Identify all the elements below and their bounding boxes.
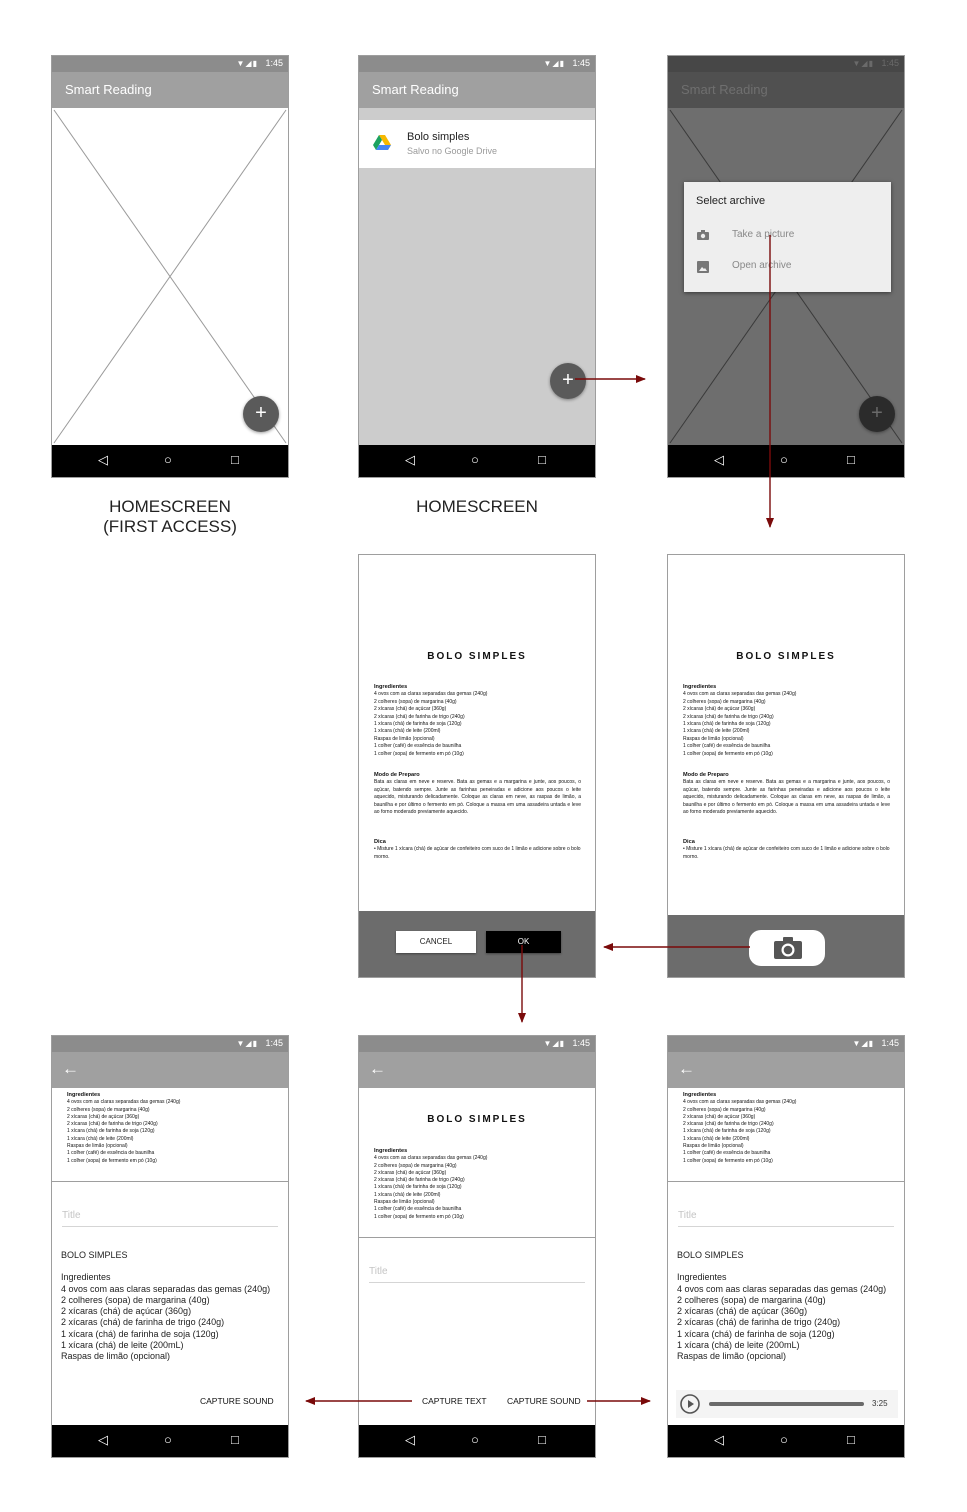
back-arrow-icon[interactable]: ← xyxy=(678,1059,695,1078)
document-tip xyxy=(683,839,890,861)
captured-line: 4 ovos com aas claras separadas das gemas (240g) xyxy=(677,1283,887,1294)
captured-line: 2 colheres (sopa) de margarina (40g) xyxy=(61,1294,210,1305)
caption-line-1: HOMESCREEN xyxy=(109,497,231,516)
audio-player xyxy=(676,1390,898,1418)
title-input[interactable]: Title xyxy=(369,1266,585,1283)
ingredient-line: 4 ovos com as claras separadas das gemas (240g) xyxy=(67,1099,181,1106)
nav-bar xyxy=(668,1425,904,1457)
dialog-option-open-archive[interactable] xyxy=(684,254,891,280)
status-bar xyxy=(668,1036,904,1052)
ingredient-line: 1 colher (café) de essência de baunilha xyxy=(374,743,462,750)
phone-editor-options xyxy=(358,1035,596,1458)
ingredient-line: 1 xícara (chá) de leite (200ml) xyxy=(67,1135,134,1142)
recent-nav-icon[interactable]: □ xyxy=(538,452,546,467)
app-bar xyxy=(52,72,288,108)
ingredient-line: 2 xícaras (chá) de farinha de trigo (240g) xyxy=(374,713,465,720)
ingredient-line: 2 colheres (sopa) de margarina (40g) xyxy=(683,698,766,705)
file-name: Bolo simples xyxy=(407,131,470,143)
captured-line: 4 ovos com aas claras separadas das gemas (240g) xyxy=(61,1283,271,1294)
nav-bar xyxy=(52,1425,288,1457)
ingredient-line: 1 colher (sopa) de fermento em pó (10g) xyxy=(683,1157,773,1164)
status-icons: ▼◢▮ xyxy=(543,59,565,68)
add-fab[interactable]: + xyxy=(243,396,279,432)
method-heading: Modo de Preparo xyxy=(683,772,729,778)
captured-line: 1 xícara (chá) de leite (200mL) xyxy=(61,1340,184,1351)
google-drive-icon xyxy=(373,135,391,151)
camera-bar xyxy=(668,915,904,977)
ingredient-line: 2 xícaras (chá) de açúcar (360g) xyxy=(374,1169,447,1176)
recent-nav-icon[interactable]: □ xyxy=(538,1432,546,1447)
play-icon[interactable] xyxy=(680,1394,700,1414)
add-fab[interactable]: + xyxy=(859,396,895,432)
status-time: 1:45 xyxy=(572,58,590,68)
ingredient-line: 2 xícaras (chá) de farinha de trigo (240g) xyxy=(67,1121,158,1128)
ingredient-line: 1 colher (sopa) de fermento em pó (10g) xyxy=(374,750,464,757)
status-icons: ▼◢▮ xyxy=(852,59,874,68)
ingredients-heading: Ingredientes xyxy=(67,1092,101,1098)
nav-bar xyxy=(359,1425,595,1457)
captured-line: Raspas de limão (opcional) xyxy=(677,1351,787,1362)
captured-line: 2 xícaras (chá) de açúcar (360g) xyxy=(677,1306,808,1317)
back-nav-icon[interactable]: ◁ xyxy=(98,1432,108,1447)
status-icons: ▼◢▮ xyxy=(543,1039,565,1048)
captured-line: 2 xícaras (chá) de farinha de trigo (240g) xyxy=(677,1317,841,1328)
document-ingredients xyxy=(683,684,890,758)
method-heading: Modo de Preparo xyxy=(374,772,420,778)
placeholder-image xyxy=(52,108,288,445)
document-method xyxy=(374,772,581,816)
phone-confirm-capture xyxy=(358,554,596,978)
ingredient-line: 4 ovos com as claras separadas das gemas (240g) xyxy=(374,691,488,698)
ingredient-line: Raspas de limão (opcional) xyxy=(67,1143,128,1150)
method-text: Bata as claras em neve e reserve. Bata as gemas e a margarina e junte, aos poucos, o açúcar, batendo sempre. Junte as farinhas peneiradas e adicione aos poucos o leite aquecido, misturando delicadamente. Coloque as claras em neve, as raspas de limão, a baunilha e por último o fermento em pó. Coloque a massa em uma assadeira untada e leve ao forno moderado previamente aquecido. xyxy=(374,779,581,816)
add-fab[interactable]: + xyxy=(550,363,586,399)
file-subtitle: Salvo no Google Drive xyxy=(407,146,498,156)
status-time: 1:45 xyxy=(881,58,899,68)
ingredient-line: 2 colheres (sopa) de margarina (40g) xyxy=(374,1162,457,1169)
ingredients-heading: Ingredientes xyxy=(683,1092,717,1098)
ingredient-line: 2 xícaras (chá) de farinha de trigo (240g) xyxy=(683,713,774,720)
home-nav-icon[interactable]: ○ xyxy=(164,452,172,467)
document-ingredients xyxy=(374,684,581,758)
ingredient-line: 4 ovos com as claras separadas das gemas (240g) xyxy=(683,691,797,698)
ingredients-heading: Ingredientes xyxy=(374,684,408,690)
ingredient-line: 2 xícaras (chá) de açúcar (360g) xyxy=(683,706,756,713)
ingredient-line: 1 colher (café) de essência de baunilha xyxy=(67,1150,155,1157)
status-time: 1:45 xyxy=(265,58,283,68)
captured-line: 1 xícara (chá) de farinha de soja (120g) xyxy=(61,1328,219,1339)
cancel-button[interactable]: CANCEL xyxy=(396,931,476,953)
captured-text[interactable] xyxy=(61,1250,280,1363)
app-bar xyxy=(359,1052,595,1088)
ingredient-line: 1 colher (sopa) de fermento em pó (10g) xyxy=(683,750,773,757)
home-nav-icon[interactable]: ○ xyxy=(780,1432,788,1447)
status-time: 1:45 xyxy=(265,1038,283,1048)
document-preview xyxy=(67,1092,280,1165)
divider xyxy=(359,1237,595,1238)
document-preview xyxy=(683,1092,896,1165)
home-nav-icon[interactable]: ○ xyxy=(471,452,479,467)
ingredient-line: 1 xícara (chá) de leite (200ml) xyxy=(683,728,750,735)
take-picture-label: Take a picture xyxy=(732,229,795,240)
phone-editor-audio xyxy=(667,1035,905,1458)
app-title: Smart Reading xyxy=(372,82,459,97)
recent-nav-icon[interactable]: □ xyxy=(847,452,855,467)
ingredient-line: 1 xícara (chá) de leite (200ml) xyxy=(374,728,441,735)
phone-select-archive xyxy=(667,55,905,478)
tip-text: • Misture 1 xícara (chá) de açúcar de confeiteiro com suco de 1 limão e adicione sobre o bolo morno. xyxy=(374,846,581,860)
confirm-bar xyxy=(359,911,595,977)
captured-heading: BOLO SIMPLES xyxy=(61,1250,128,1260)
app-bar xyxy=(668,1052,904,1088)
phone-homescreen xyxy=(358,55,596,478)
ingredients-heading: Ingredientes xyxy=(683,684,717,690)
ingredient-line: 2 colheres (sopa) de margarina (40g) xyxy=(374,698,457,705)
app-bar xyxy=(668,72,904,108)
captured-line: 2 xícaras (chá) de açúcar (360g) xyxy=(61,1306,192,1317)
captured-heading: BOLO SIMPLES xyxy=(677,1250,744,1260)
recent-nav-icon[interactable]: □ xyxy=(231,452,239,467)
caption-homescreen-first-access xyxy=(51,497,289,537)
status-time: 1:45 xyxy=(572,1038,590,1048)
back-nav-icon[interactable]: ◁ xyxy=(405,1432,415,1447)
phone-camera xyxy=(667,554,905,978)
audio-progress-track[interactable] xyxy=(709,1402,864,1406)
ingredient-line: 2 xícaras (chá) de farinha de trigo (240g) xyxy=(374,1177,465,1184)
ingredient-line: Raspas de limão (opcional) xyxy=(683,735,744,742)
app-bar xyxy=(52,1052,288,1088)
back-nav-icon[interactable]: ◁ xyxy=(714,452,724,467)
document-tip xyxy=(374,839,581,861)
tip-text: • Misture 1 xícara (chá) de açúcar de confeiteiro com suco de 1 limão e adicione sobre o bolo morno. xyxy=(683,846,890,860)
dialog-option-take-picture[interactable] xyxy=(684,222,891,248)
status-icons: ▼◢▮ xyxy=(236,1039,258,1048)
ingredient-line: 1 xícara (chá) de leite (200ml) xyxy=(374,1191,441,1198)
document-method xyxy=(683,772,890,816)
camera-icon xyxy=(774,937,802,959)
ok-button[interactable]: OK xyxy=(486,931,561,953)
phone-homescreen-first-access xyxy=(51,55,289,478)
ingredient-line: 2 colheres (sopa) de margarina (40g) xyxy=(683,1106,766,1113)
document-preview xyxy=(374,1148,587,1221)
captured-text[interactable] xyxy=(677,1250,896,1363)
title-input[interactable]: Title xyxy=(62,1210,278,1227)
ingredient-line: 2 xícaras (chá) de açúcar (360g) xyxy=(67,1113,140,1120)
captured-ingredients-heading: Ingredientes xyxy=(61,1272,111,1283)
dialog-title: Select archive xyxy=(696,195,766,207)
status-bar xyxy=(52,56,288,72)
back-nav-icon[interactable]: ◁ xyxy=(405,452,415,467)
image-icon xyxy=(697,261,709,273)
status-icons: ▼◢▮ xyxy=(852,1039,874,1048)
ingredient-line: Raspas de limão (opcional) xyxy=(374,1199,435,1206)
caption-line-1: HOMESCREEN xyxy=(416,497,538,516)
home-nav-icon[interactable]: ○ xyxy=(164,1432,172,1447)
recent-nav-icon[interactable]: □ xyxy=(231,1432,239,1447)
capture-sound-button[interactable]: CAPTURE SOUND xyxy=(200,1396,274,1406)
captured-line: Raspas de limão (opcional) xyxy=(61,1351,171,1362)
back-arrow-icon[interactable]: ← xyxy=(62,1059,79,1078)
ingredient-line: 1 xícara (chá) de farinha de soja (120g) xyxy=(67,1128,155,1135)
divider xyxy=(668,1181,904,1182)
ingredient-line: 1 colher (café) de essência de baunilha xyxy=(374,1206,462,1213)
ingredient-line: 2 xícaras (chá) de farinha de trigo (240g) xyxy=(683,1121,774,1128)
ingredient-line: 1 xícara (chá) de farinha de soja (120g) xyxy=(683,721,771,728)
ingredient-line: 1 colher (café) de essência de baunilha xyxy=(683,743,771,750)
captured-line: 1 xícara (chá) de farinha de soja (120g) xyxy=(677,1328,835,1339)
tip-heading: Dica xyxy=(683,839,695,845)
caption-line-2: (FIRST ACCESS) xyxy=(103,517,237,536)
captured-line: 2 xícaras (chá) de farinha de trigo (240g) xyxy=(61,1317,225,1328)
app-title: Smart Reading xyxy=(65,82,152,97)
home-nav-icon[interactable]: ○ xyxy=(780,452,788,467)
ingredient-line: Raspas de limão (opcional) xyxy=(374,735,435,742)
ingredient-line: 1 xícara (chá) de farinha de soja (120g) xyxy=(683,1128,771,1135)
ingredient-line: 1 colher (sopa) de fermento em pó (10g) xyxy=(374,1213,464,1220)
captured-line: 2 colheres (sopa) de margarina (40g) xyxy=(677,1294,826,1305)
ingredient-line: 2 colheres (sopa) de margarina (40g) xyxy=(67,1106,150,1113)
ingredient-line: 2 xícaras (chá) de açúcar (360g) xyxy=(683,1113,756,1120)
nav-bar xyxy=(359,445,595,477)
home-nav-icon[interactable]: ○ xyxy=(471,1432,479,1447)
divider xyxy=(52,1181,288,1182)
status-bar xyxy=(359,56,595,72)
ingredient-line: 2 xícaras (chá) de açúcar (360g) xyxy=(374,706,447,713)
ingredient-line: Raspas de limão (opcional) xyxy=(683,1143,744,1150)
shutter-button[interactable] xyxy=(749,930,825,966)
title-input[interactable]: Title xyxy=(678,1210,894,1227)
ingredient-line: 1 colher (café) de essência de baunilha xyxy=(683,1150,771,1157)
method-text: Bata as claras em neve e reserve. Bata as gemas e a margarina e junte, aos poucos, o açúcar, batendo sempre. Junte as farinhas peneiradas e adicione aos poucos o leite aquecido, misturando delicadamente. Coloque as claras em neve, as raspas de limão, a baunilha e por último o fermento em pó. Coloque a massa em uma assadeira untada e leve ao forno moderado previamente aquecido. xyxy=(683,779,890,816)
select-archive-dialog xyxy=(684,182,891,292)
file-list-item[interactable] xyxy=(359,120,595,168)
back-nav-icon[interactable]: ◁ xyxy=(714,1432,724,1447)
status-icons: ▼◢▮ xyxy=(236,59,258,68)
ingredient-line: 4 ovos com as claras separadas das gemas (240g) xyxy=(374,1155,488,1162)
ingredient-line: 1 xícara (chá) de leite (200ml) xyxy=(683,1135,750,1142)
ingredient-line: 1 colher (sopa) de fermento em pó (10g) xyxy=(67,1157,157,1164)
back-nav-icon[interactable]: ◁ xyxy=(98,452,108,467)
status-bar xyxy=(359,1036,595,1052)
app-title: Smart Reading xyxy=(681,82,768,97)
capture-sound-button[interactable]: CAPTURE SOUND xyxy=(507,1396,581,1406)
document-title: BOLO SIMPLES xyxy=(427,1114,527,1125)
captured-ingredients-heading: Ingredientes xyxy=(677,1272,727,1283)
ingredient-line: 1 xícara (chá) de farinha de soja (120g) xyxy=(374,1184,462,1191)
ingredient-line: 4 ovos com as claras separadas das gemas (240g) xyxy=(683,1099,797,1106)
phone-editor-text xyxy=(51,1035,289,1458)
tip-heading: Dica xyxy=(374,839,386,845)
nav-bar xyxy=(52,445,288,477)
status-bar xyxy=(668,56,904,72)
audio-duration: 3:25 xyxy=(872,1399,888,1408)
document-title: BOLO SIMPLES xyxy=(736,651,836,662)
open-archive-label: Open archive xyxy=(732,260,792,271)
captured-line: 1 xícara (chá) de leite (200mL) xyxy=(677,1340,800,1351)
ingredients-heading: Ingredientes xyxy=(374,1148,408,1154)
nav-bar xyxy=(668,445,904,477)
status-time: 1:45 xyxy=(881,1038,899,1048)
camera-icon xyxy=(697,230,709,240)
document-title: BOLO SIMPLES xyxy=(427,651,527,662)
back-arrow-icon[interactable]: ← xyxy=(369,1059,386,1078)
app-bar xyxy=(359,72,595,108)
caption-homescreen xyxy=(358,497,596,517)
recent-nav-icon[interactable]: □ xyxy=(847,1432,855,1447)
capture-text-button[interactable]: CAPTURE TEXT xyxy=(422,1396,487,1406)
ingredient-line: 1 xícara (chá) de farinha de soja (120g) xyxy=(374,721,462,728)
status-bar xyxy=(52,1036,288,1052)
